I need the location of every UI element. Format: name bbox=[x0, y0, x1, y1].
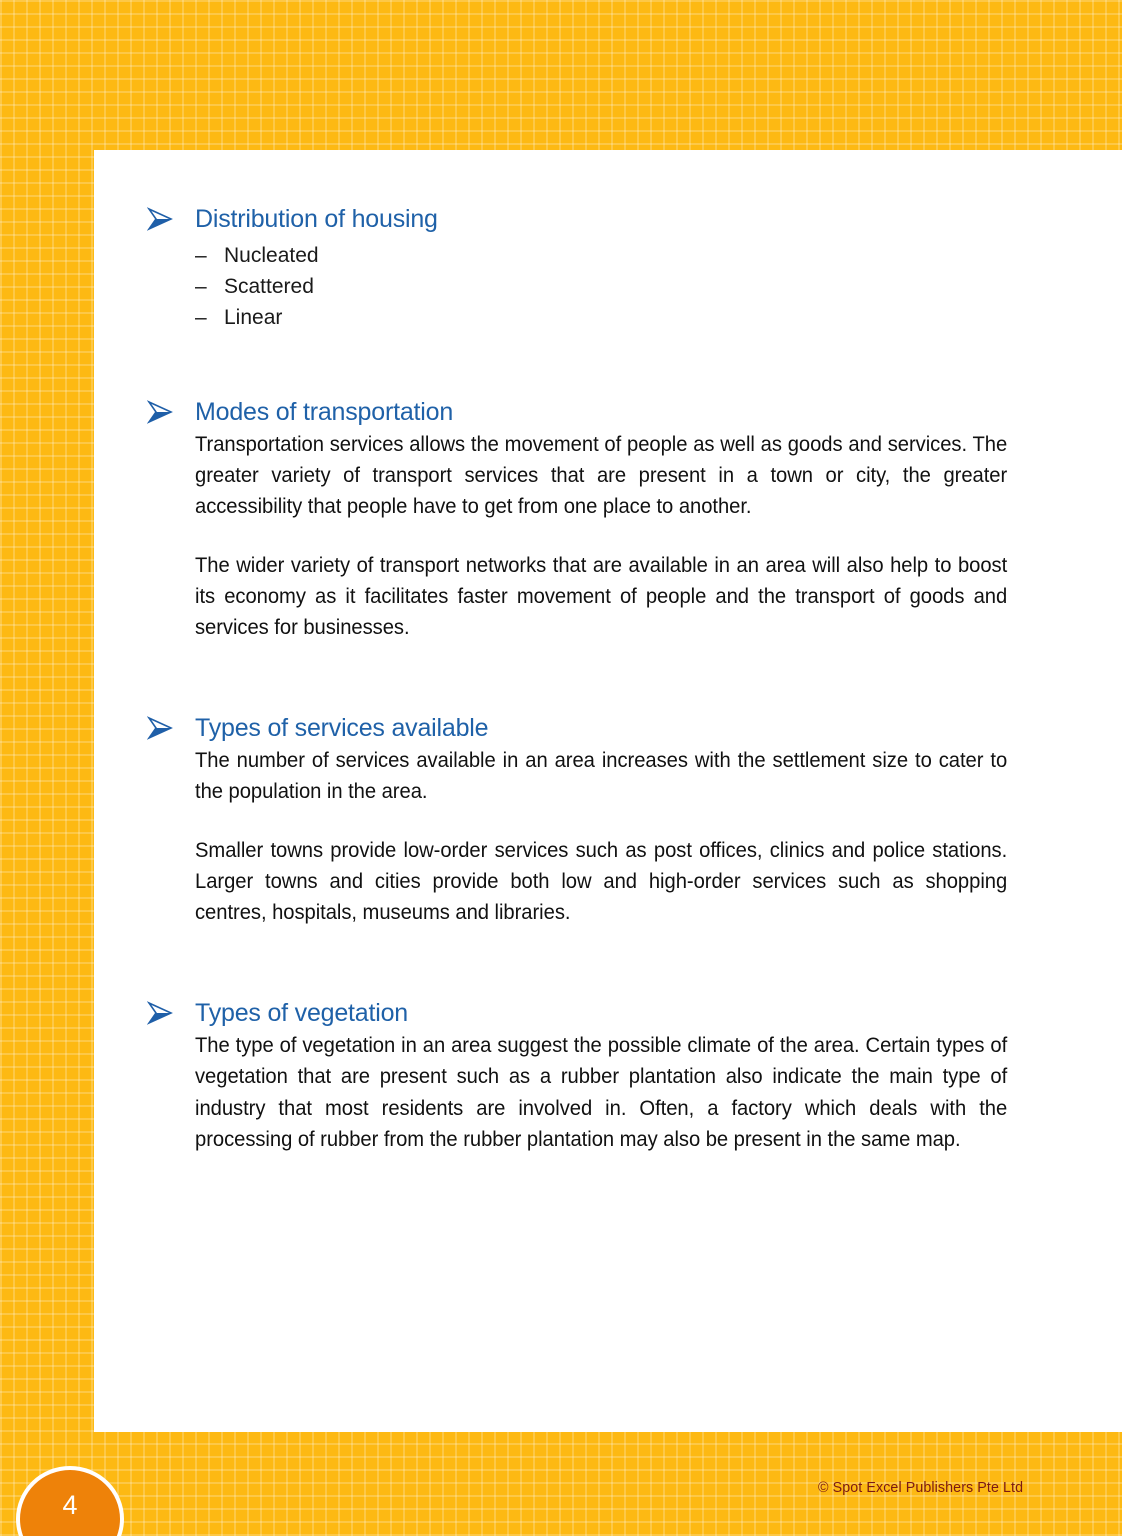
paragraph: Smaller towns provide low-order services such as post offices, clinics and police stations. Larger towns and cities provide both low and high-order services such as shopping centres, hospitals, museums and libraries. bbox=[195, 837, 1008, 925]
page-number-badge bbox=[16, 1466, 124, 1536]
document-body bbox=[195, 202, 1007, 1155]
spacer bbox=[195, 928, 1007, 996]
list-item-label: Nucleated bbox=[224, 244, 319, 267]
page-number: 4 bbox=[62, 1490, 78, 1520]
section-types-of-services-available bbox=[195, 711, 1007, 928]
heading-row bbox=[141, 711, 1007, 745]
dash-marker: – bbox=[195, 244, 207, 267]
arrowhead-bullet-icon bbox=[147, 1001, 173, 1025]
paragraph: The type of vegetation in an area suggest the possible climate of the area. Certain types of vegetation that are present such as a rubber plantation also indicate the main type of industry that most residents are involved in. Often, a factory which deals with the processing of rubber from the rubber plantation may also be present in the same map. bbox=[195, 1033, 1008, 1151]
paragraph: The number of services available in an area increases with the settlement size to cater to the population in the area. bbox=[195, 748, 1008, 804]
heading-row bbox=[141, 996, 1007, 1030]
sub-item-list bbox=[195, 240, 1007, 333]
heading-row bbox=[141, 395, 1007, 429]
arrowhead-bullet-icon bbox=[147, 716, 173, 740]
arrowhead-bullet-icon bbox=[147, 207, 173, 231]
paragraph: The wider variety of transport networks that are available in an area will also help to boost its economy as it facilitates faster movement of people and the transport of goods and services for businesses. bbox=[195, 552, 1008, 640]
list-item-label: Linear bbox=[224, 306, 283, 329]
heading-row bbox=[141, 202, 1007, 236]
paragraph: Transportation services allows the movement of people as well as goods and services. The greater variety of transport services that are present in a town or city, the greater accessibility that people have to get from one place to another. bbox=[195, 432, 1008, 519]
arrowhead-bullet-icon bbox=[147, 400, 173, 424]
section-heading: Types of vegetation bbox=[195, 999, 409, 1028]
list-item bbox=[195, 240, 1007, 271]
section-heading: Distribution of housing bbox=[195, 205, 438, 233]
section-heading: Types of services available bbox=[195, 714, 489, 743]
dash-marker: – bbox=[195, 275, 207, 298]
section-distribution-of-housing bbox=[195, 202, 1007, 333]
dash-marker: – bbox=[195, 306, 207, 329]
list-item bbox=[195, 302, 1007, 333]
section-heading: Modes of transportation bbox=[195, 398, 454, 426]
section-types-of-vegetation bbox=[195, 996, 1007, 1155]
spacer bbox=[195, 643, 1007, 711]
content-panel bbox=[94, 150, 1122, 1432]
section-modes-of-transportation bbox=[195, 395, 1007, 643]
list-item-label: Scattered bbox=[224, 275, 314, 298]
list-item bbox=[195, 271, 1007, 302]
copyright-notice: © Spot Excel Publishers Pte Ltd bbox=[818, 1479, 1024, 1496]
spacer bbox=[195, 333, 1007, 395]
